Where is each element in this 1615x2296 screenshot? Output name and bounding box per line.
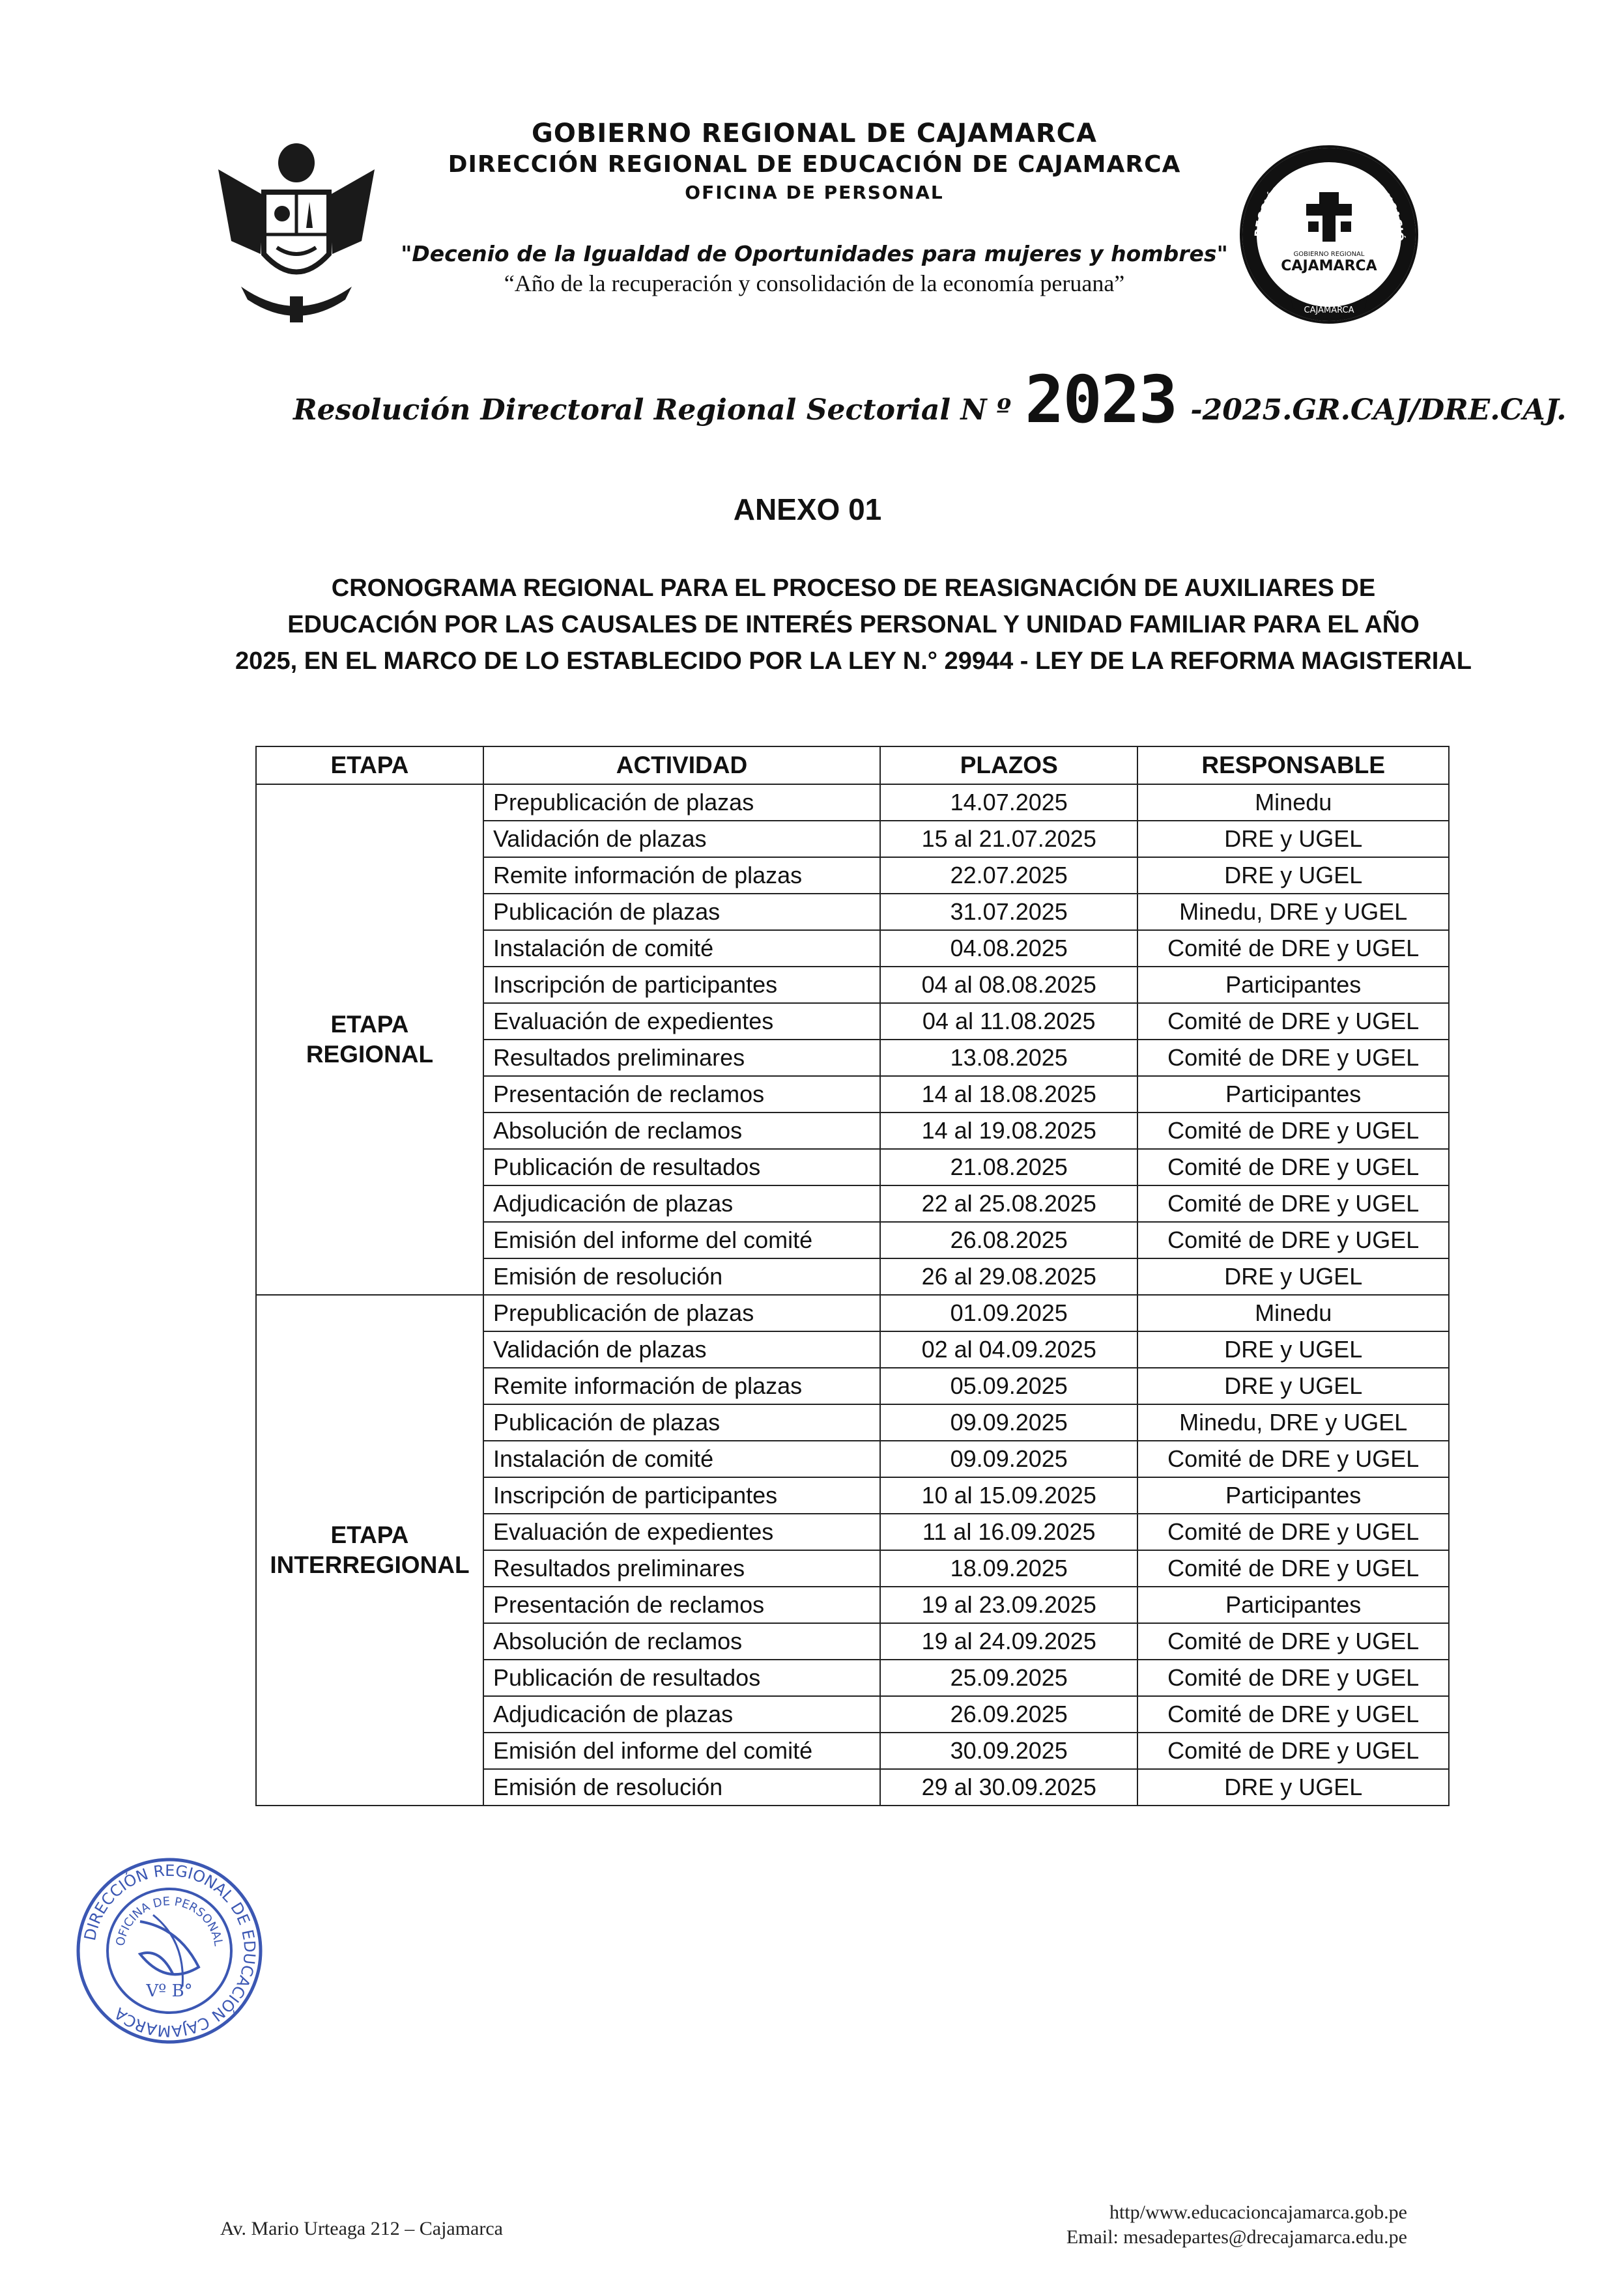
deadline-cell: 10 al 15.09.2025 xyxy=(880,1477,1137,1514)
responsible-cell: Participantes xyxy=(1137,1587,1449,1623)
responsible-cell: DRE y UGEL xyxy=(1137,1368,1449,1404)
activity-cell: Absolución de reclamos xyxy=(483,1623,880,1660)
activity-cell: Inscripción de participantes xyxy=(483,1477,880,1514)
activity-cell: Evaluación de expedientes xyxy=(483,1514,880,1550)
activity-cell: Inscripción de participantes xyxy=(483,967,880,1003)
title-line: CRONOGRAMA REGIONAL PARA EL PROCESO DE REASIGNACIÓN DE AUXILIARES DE xyxy=(331,574,1376,602)
responsible-cell: Comité de DRE y UGEL xyxy=(1137,1113,1449,1149)
responsible-cell: Participantes xyxy=(1137,1477,1449,1514)
deadline-cell: 19 al 24.09.2025 xyxy=(880,1623,1137,1660)
activity-cell: Resultados preliminares xyxy=(483,1040,880,1076)
deadline-cell: 05.09.2025 xyxy=(880,1368,1137,1404)
logo-ribbon-text: CAJAMARCA xyxy=(1304,305,1354,315)
annex-heading: ANEXO 01 xyxy=(733,492,882,526)
schedule-table xyxy=(255,746,1450,1806)
footer-email[interactable]: Email: mesadepartes@drecajamarca.edu.pe xyxy=(1066,2226,1407,2248)
deadline-cell: 04.08.2025 xyxy=(880,930,1137,967)
stage-cell xyxy=(256,784,483,1295)
stage-label-line2: INTERREGIONAL xyxy=(270,1552,470,1578)
footer-address: Av. Mario Urteaga 212 – Cajamarca xyxy=(220,2218,503,2239)
responsible-cell: Comité de DRE y UGEL xyxy=(1137,1040,1449,1076)
year-motto: “Año de la recuperación y consolidación de la economía peruana” xyxy=(504,270,1125,296)
deadline-cell: 13.08.2025 xyxy=(880,1040,1137,1076)
coat-of-arms-logo xyxy=(205,130,388,326)
responsible-cell: Comité de DRE y UGEL xyxy=(1137,1660,1449,1696)
deadline-cell: 26.09.2025 xyxy=(880,1696,1137,1733)
header-etapa: ETAPA xyxy=(256,746,483,784)
activity-cell: Emisión del informe del comité xyxy=(483,1733,880,1769)
responsible-cell: DRE y UGEL xyxy=(1137,857,1449,894)
responsible-cell: DRE y UGEL xyxy=(1137,1331,1449,1368)
header-plazos: PLAZOS xyxy=(880,746,1137,784)
footer-website[interactable]: http/www.educacioncajamarca.gob.pe xyxy=(1109,2202,1407,2223)
stamp-inner-text: OFICINA DE PERSONAL xyxy=(113,1894,225,1948)
deadline-cell: 14 al 18.08.2025 xyxy=(880,1076,1137,1113)
dre-cajamarca-logo xyxy=(1231,140,1427,335)
deadline-cell: 31.07.2025 xyxy=(880,894,1137,930)
responsible-cell: Minedu, DRE y UGEL xyxy=(1137,1404,1449,1441)
responsible-cell: Comité de DRE y UGEL xyxy=(1137,1623,1449,1660)
logo-small-text: GOBIERNO REGIONAL xyxy=(1293,251,1365,258)
responsible-cell: DRE y UGEL xyxy=(1137,821,1449,857)
deadline-cell: 01.09.2025 xyxy=(880,1295,1137,1331)
resolution-number-line xyxy=(293,361,1567,438)
table-header-row xyxy=(256,746,1449,784)
stage-label-line1: ETAPA xyxy=(330,1011,409,1038)
responsible-cell: Comité de DRE y UGEL xyxy=(1137,1003,1449,1040)
responsible-cell: Participantes xyxy=(1137,967,1449,1003)
deadline-cell: 19 al 23.09.2025 xyxy=(880,1587,1137,1623)
activity-cell: Prepublicación de plazas xyxy=(483,1295,880,1331)
letterhead xyxy=(391,117,1238,298)
activity-cell: Publicación de resultados xyxy=(483,1149,880,1185)
activity-cell: Evaluación de expedientes xyxy=(483,1003,880,1040)
deadline-cell: 02 al 04.09.2025 xyxy=(880,1331,1137,1368)
responsible-cell: Comité de DRE y UGEL xyxy=(1137,1441,1449,1477)
activity-cell: Remite información de plazas xyxy=(483,857,880,894)
org-name: GOBIERNO REGIONAL DE CAJAMARCA xyxy=(532,119,1097,149)
activity-cell: Absolución de reclamos xyxy=(483,1113,880,1149)
responsible-cell: DRE y UGEL xyxy=(1137,1258,1449,1295)
deadline-cell: 25.09.2025 xyxy=(880,1660,1137,1696)
responsible-cell: Comité de DRE y UGEL xyxy=(1137,930,1449,967)
activity-cell: Instalación de comité xyxy=(483,1441,880,1477)
deadline-cell: 14.07.2025 xyxy=(880,784,1137,821)
stage-label-line2: REGIONAL xyxy=(306,1041,434,1068)
responsible-cell: Minedu, DRE y UGEL xyxy=(1137,894,1449,930)
activity-cell: Adjudicación de plazas xyxy=(483,1696,880,1733)
activity-cell: Prepublicación de plazas xyxy=(483,784,880,821)
deadline-cell: 30.09.2025 xyxy=(880,1733,1137,1769)
resolution-suffix: -2025.GR.CAJ/DRE.CAJ. xyxy=(1190,393,1567,427)
office-stamp xyxy=(68,1850,270,2052)
deadline-cell: 15 al 21.07.2025 xyxy=(880,821,1137,857)
responsible-cell: Comité de DRE y UGEL xyxy=(1137,1222,1449,1258)
deadline-cell: 21.08.2025 xyxy=(880,1149,1137,1185)
deadline-cell: 11 al 16.09.2025 xyxy=(880,1514,1137,1550)
deadline-cell: 22 al 25.08.2025 xyxy=(880,1185,1137,1222)
header-responsable: RESPONSABLE xyxy=(1137,746,1449,784)
responsible-cell: Comité de DRE y UGEL xyxy=(1137,1514,1449,1550)
deadline-cell: 04 al 11.08.2025 xyxy=(880,1003,1137,1040)
activity-cell: Publicación de plazas xyxy=(483,1404,880,1441)
logo-name: CAJAMARCA xyxy=(1281,258,1377,274)
deadline-cell: 18.09.2025 xyxy=(880,1550,1137,1587)
office-name: OFICINA DE PERSONAL xyxy=(685,182,944,203)
title-line: EDUCACIÓN POR LAS CAUSALES DE INTERÉS PERSONAL Y UNIDAD FAMILIAR PARA EL AÑO xyxy=(287,611,1420,638)
resolution-number: 2023 xyxy=(1025,361,1177,438)
activity-cell: Resultados preliminares xyxy=(483,1550,880,1587)
responsible-cell: DRE y UGEL xyxy=(1137,1769,1449,1806)
activity-cell: Emisión de resolución xyxy=(483,1258,880,1295)
responsible-cell: Comité de DRE y UGEL xyxy=(1137,1185,1449,1222)
resolution-prefix: Resolución Directoral Regional Sectorial N º xyxy=(293,393,1011,427)
activity-cell: Presentación de reclamos xyxy=(483,1587,880,1623)
responsible-cell: Comité de DRE y UGEL xyxy=(1137,1733,1449,1769)
responsible-cell: Comité de DRE y UGEL xyxy=(1137,1550,1449,1587)
activity-cell: Validación de plazas xyxy=(483,821,880,857)
title-line: 2025, EN EL MARCO DE LO ESTABLECIDO POR LA LEY N.° 29944 - LEY DE LA REFORMA MAGISTERIAL xyxy=(235,647,1472,675)
header-actividad: ACTIVIDAD xyxy=(483,746,880,784)
table-row xyxy=(256,1295,1449,1331)
deadline-cell: 14 al 19.08.2025 xyxy=(880,1113,1137,1149)
activity-cell: Presentación de reclamos xyxy=(483,1076,880,1113)
responsible-cell: Minedu xyxy=(1137,1295,1449,1331)
deadline-cell: 09.09.2025 xyxy=(880,1404,1137,1441)
logo-ring-text: RECCIÓN REGIONAL DE EDUCACIÓ xyxy=(1252,161,1406,242)
activity-cell: Publicación de plazas xyxy=(483,894,880,930)
activity-cell: Remite información de plazas xyxy=(483,1368,880,1404)
footer-contact xyxy=(977,2200,1407,2250)
responsible-cell: Comité de DRE y UGEL xyxy=(1137,1149,1449,1185)
activity-cell: Emisión del informe del comité xyxy=(483,1222,880,1258)
activity-cell: Validación de plazas xyxy=(483,1331,880,1368)
deadline-cell: 04 al 08.08.2025 xyxy=(880,967,1137,1003)
activity-cell: Instalación de comité xyxy=(483,930,880,967)
stage-cell xyxy=(256,1295,483,1806)
direction-name: DIRECCIÓN REGIONAL DE EDUCACIÓN DE CAJAMARCA xyxy=(448,151,1181,178)
stage-label-line1: ETAPA xyxy=(330,1522,409,1548)
table-row xyxy=(256,784,1449,821)
document-title xyxy=(222,570,1485,679)
stamp-vb: Vº B° xyxy=(146,1981,193,2001)
deadline-cell: 26.08.2025 xyxy=(880,1222,1137,1258)
responsible-cell: Comité de DRE y UGEL xyxy=(1137,1696,1449,1733)
deadline-cell: 29 al 30.09.2025 xyxy=(880,1769,1137,1806)
decenio-motto: "Decenio de la Igualdad de Oportunidades para mujeres y hombres" xyxy=(401,241,1228,266)
activity-cell: Emisión de resolución xyxy=(483,1769,880,1806)
deadline-cell: 22.07.2025 xyxy=(880,857,1137,894)
deadline-cell: 26 al 29.08.2025 xyxy=(880,1258,1137,1295)
activity-cell: Publicación de resultados xyxy=(483,1660,880,1696)
signature-scribble xyxy=(140,1921,199,1974)
activity-cell: Adjudicación de plazas xyxy=(483,1185,880,1222)
deadline-cell: 09.09.2025 xyxy=(880,1441,1137,1477)
stamp-ring-text: DIRECCIÓN REGIONAL DE EDUCACIÓN CAJAMARCA xyxy=(81,1861,259,2041)
responsible-cell: Participantes xyxy=(1137,1076,1449,1113)
schedule-table-body xyxy=(256,784,1449,1806)
responsible-cell: Minedu xyxy=(1137,784,1449,821)
